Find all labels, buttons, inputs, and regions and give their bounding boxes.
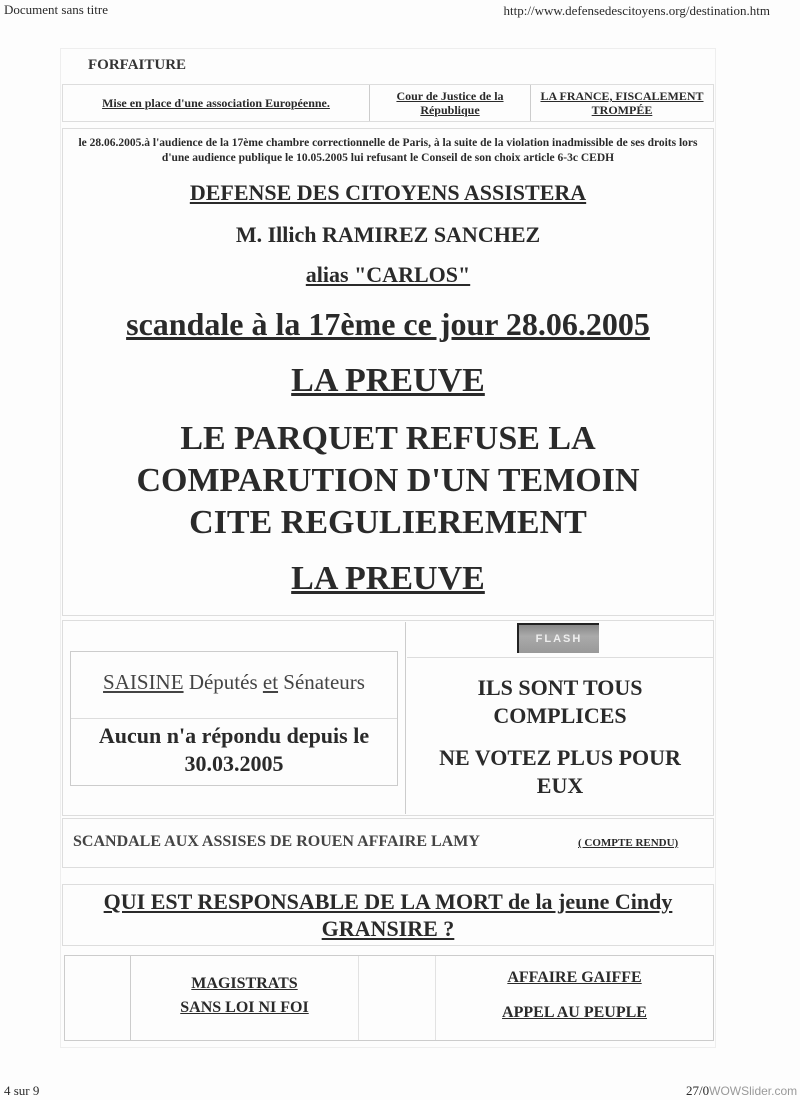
divider: [358, 956, 360, 1040]
rouen-title[interactable]: SCANDALE AUX ASSISES DE ROUEN AFFAIRE LAMY: [73, 833, 480, 850]
gaiffe-text: AFFAIRE GAIFFE: [507, 969, 642, 986]
link-association-europeenne[interactable]: Mise en place d'une association Européenne.: [102, 96, 330, 110]
headline-preuve-1: [62, 362, 714, 400]
appel-au-peuple-link[interactable]: [436, 1004, 713, 1022]
cindy-headline: [62, 888, 714, 942]
saisine-divider: [71, 718, 397, 719]
affaire-gaiffe-link[interactable]: [436, 969, 713, 987]
print-footer-date: [686, 1083, 797, 1099]
compte-rendu-link[interactable]: ( COMPTE RENDU): [578, 837, 679, 849]
flash-line-1: ILS SONT TOUS COMPLICES: [477, 675, 643, 728]
saisine-title[interactable]: [70, 670, 398, 695]
footer-date-fragment: 27/0: [686, 1083, 710, 1098]
headline-defense-text[interactable]: DEFENSE DES CITOYENS ASSISTERA: [189, 180, 587, 205]
headline-name: M. Illich RAMIREZ SANCHEZ: [235, 222, 541, 247]
magistrats-line-1: MAGISTRATS: [191, 975, 298, 992]
headline-preuve-1-text[interactable]: LA PREUVE: [291, 362, 485, 399]
appel-text: APPEL AU PEUPLE: [502, 1004, 647, 1021]
link-france-fiscalement-trompee[interactable]: LA FRANCE, FISCALEMENT TROMPÉE: [540, 89, 704, 117]
magistrats-line-2: SANS LOI NI FOI: [180, 999, 309, 1016]
magistrats-link[interactable]: [131, 972, 358, 1020]
senateurs-word: Sénateurs: [283, 670, 365, 694]
headline-alias: [62, 262, 714, 288]
row-divider: [405, 622, 407, 814]
saisine-word: SAISINE: [103, 670, 184, 694]
intro-text: le 28.06.2005.à l'audience de la 17ème chambre correctionnelle de Paris, à la suite de la violation inadmissible de ses droits lors d'une audience publique le 10.05.2005 lui refusant le Conseil de son choix article 6-3c CEDH: [78, 137, 698, 164]
headline-defense: [62, 180, 714, 206]
headline-scandale-text[interactable]: scandale à la 17ème ce jour 28.06.2005: [126, 306, 650, 342]
forfaiture-title: FORFAITURE: [88, 57, 187, 73]
headline-preuve-2: [62, 560, 714, 598]
watermark: WOWSlider.com: [709, 1084, 798, 1098]
headline-scandale: [62, 306, 714, 343]
flash-button[interactable]: FLASH: [517, 623, 599, 653]
cindy-headline-text[interactable]: QUI EST RESPONSABLE DE LA MORT de la jeune Cindy GRANSIRE ?: [103, 889, 673, 941]
headline-preuve-2-text[interactable]: LA PREUVE: [291, 560, 485, 597]
print-header-url: http://www.defensedescitoyens.org/destination.htm: [503, 3, 770, 18]
headline-alias-text[interactable]: alias "CARLOS": [305, 262, 471, 287]
link-cour-de-justice[interactable]: Cour de Justice de la République: [396, 89, 504, 117]
print-footer-page: 4 sur 9: [4, 1083, 40, 1098]
et-word: et: [262, 670, 279, 694]
deputes-word: Députés: [188, 670, 258, 694]
flash-divider: [407, 657, 713, 658]
flash-line-2: NE VOTEZ PLUS POUR EUX: [439, 745, 681, 798]
headline-parquet: LE PARQUET REFUSE LA COMPARUTION D'UN TEMOIN CITE REGULIEREMENT: [136, 420, 640, 541]
saisine-body: Aucun n'a répondu depuis le 30.03.2005: [98, 723, 370, 776]
top-link-bar: [62, 84, 714, 122]
print-header-title: Document sans titre: [4, 2, 108, 17]
